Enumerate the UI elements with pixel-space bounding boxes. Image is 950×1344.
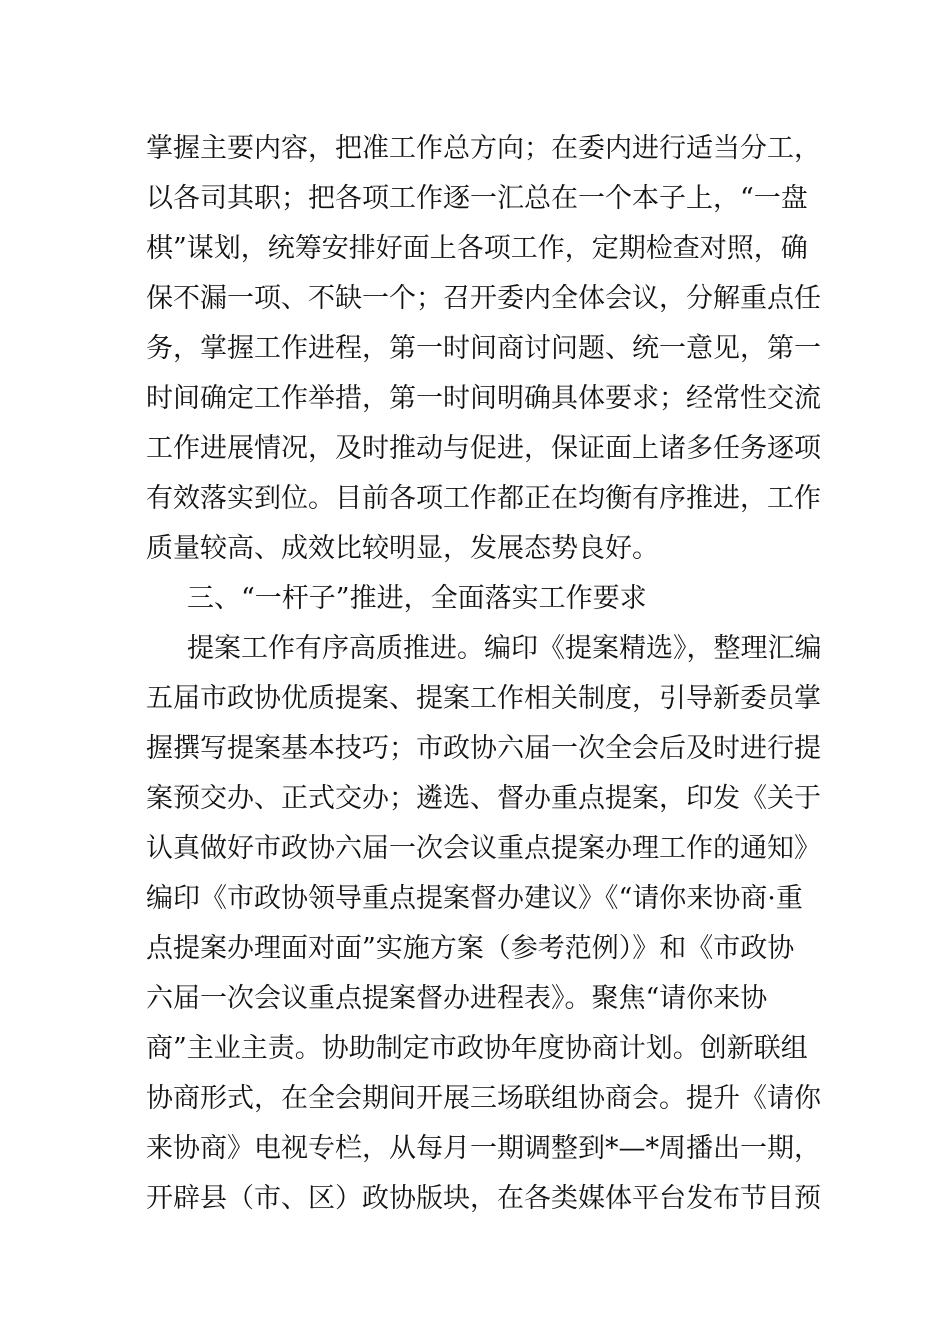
text-line: 六届一次会议重点提案督办进程表》。聚焦“请你来协 [146,983,768,1014]
text-line: 有效落实到位。目前各项工作都正在均衡有序推进，工作 [146,483,821,514]
text-line: 质量较高、成效比较明显，发展态势良好。 [146,533,659,564]
text-line: 务，掌握工作进程，第一时间商讨问题、统一意见，第一 [146,333,821,364]
text-line: 掌握主要内容，把准工作总方向；在委内进行适当分工， [146,133,821,164]
text-line: 来协商》电视专栏，从每月一期调整到*—*周播出一期， [146,1133,821,1164]
text-line: 握撰写提案基本技巧；市政协六届一次全会后及时进行提 [146,733,821,764]
text-line: 棋”谋划，统筹安排好面上各项工作，定期检查对照，确 [146,233,808,264]
text-line: 五届市政协优质提案、提案工作相关制度，引导新委员掌 [146,683,821,714]
text-line: 保不漏一项、不缺一个；召开委内全体会议，分解重点任 [146,283,821,314]
text-line: 时间确定工作举措，第一时间明确具体要求；经常性交流 [146,383,821,414]
text-line: 开辟县（市、区）政协版块，在各类媒体平台发布节目预 [146,1183,821,1214]
section-heading: 三、“一杆子”推进，全面落实工作要求 [187,583,647,614]
text-line: 工作进展情况，及时推动与促进，保证面上诸多任务逐项 [146,433,821,464]
text-line: 编印《市政协领导重点提案督办建议》《“请你来协商·重 [146,883,803,914]
text-line: 案预交办、正式交办；遴选、督办重点提案，印发《关于 [146,783,821,814]
text-line: 认真做好市政协六届一次会议重点提案办理工作的通知》 [146,833,821,864]
text-line: 协商形式，在全会期间开展三场联组协商会。提升《请你 [146,1083,821,1114]
text-line: 以各司其职；把各项工作逐一汇总在一个本子上，“一盘 [146,183,808,214]
text-line: 点提案办理面对面”实施方案（参考范例）》和《市政协 [146,933,795,964]
text-line: 商”主业主责。协助制定市政协年度协商计划。创新联组 [146,1033,808,1064]
text-line: 提案工作有序高质推进。编印《提案精选》，整理汇编 [187,633,822,664]
